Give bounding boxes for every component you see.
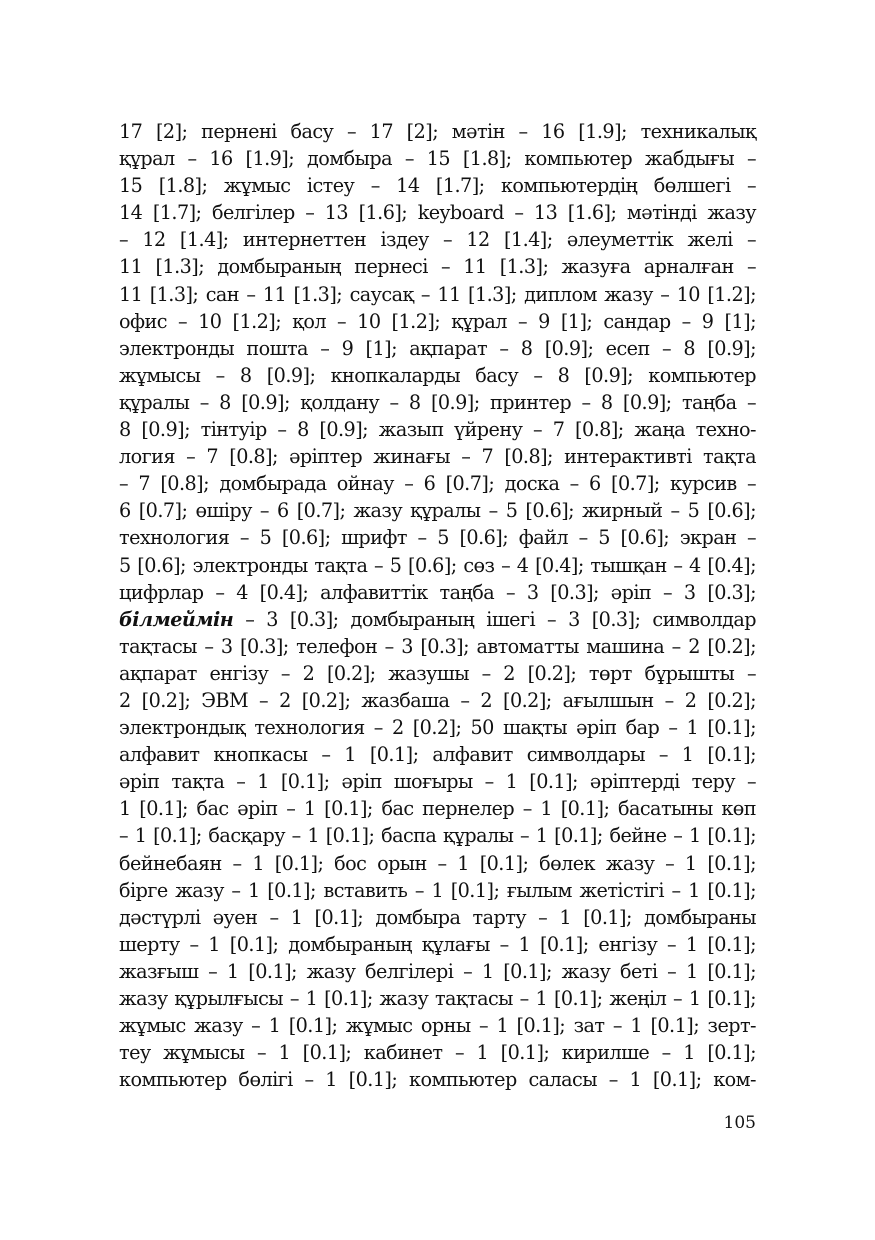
text-line: құрал – 16 [1.9]; домбыра – 15 [1.8]; компьютер жабдығы – bbox=[119, 147, 756, 171]
text-line: 1 [0.1]; бас әріп – 1 [0.1]; бас пернелер – 1 [0.1]; басатыны көп bbox=[119, 797, 756, 821]
text-line-remainder: – 3 [0.3]; домбыраның ішегі – 3 [0.3]; символдар bbox=[245, 607, 756, 631]
text-line: теу жұмысы – 1 [0.1]; кабинет – 1 [0.1]; кирилше – 1 [0.1]; bbox=[119, 1041, 756, 1065]
text-line: бірге жазу – 1 [0.1]; вставить – 1 [0.1]; ғылым жетістігі – 1 [0.1]; bbox=[119, 878, 756, 902]
text-line: – 7 [0.8]; домбырада ойнау – 6 [0.7]; доска – 6 [0.7]; курсив – bbox=[119, 472, 756, 496]
text-line: цифрлар – 4 [0.4]; алфавиттік таңба – 3 [0.3]; әріп – 3 [0.3]; bbox=[119, 580, 756, 604]
text-line: 11 [1.3]; сан – 11 [1.3]; саусақ – 11 [1.3]; диплом жазу – 10 [1.2]; bbox=[119, 282, 756, 306]
text-line: – 12 [1.4]; интернеттен іздеу – 12 [1.4]; әлеуметтік желі – bbox=[119, 228, 756, 252]
emphasized-word: білмеймін bbox=[119, 607, 234, 631]
text-line: офис – 10 [1.2]; қол – 10 [1.2]; құрал – 9 [1]; сандар – 9 [1]; bbox=[119, 309, 756, 333]
text-line: жазғыш – 1 [0.1]; жазу белгілері – 1 [0.1]; жазу беті – 1 [0.1]; bbox=[119, 959, 756, 983]
text-line: технология – 5 [0.6]; шрифт – 5 [0.6]; файл – 5 [0.6]; экран – bbox=[119, 526, 756, 550]
text-line: ақпарат енгізу – 2 [0.2]; жазушы – 2 [0.2]; төрт бұрышты – bbox=[119, 661, 756, 685]
text-line: 17 [2]; пернені басу – 17 [2]; мәтін – 16 [1.9]; техникалық bbox=[119, 120, 756, 143]
text-line: дәстүрлі әуен – 1 [0.1]; домбыра тарту – 1 [0.1]; домбыраны bbox=[119, 905, 756, 929]
text-line: 15 [1.8]; жұмыс істеу – 14 [1.7]; компьютердің бөлшегі – bbox=[119, 174, 756, 198]
text-line: жазу құрылғысы – 1 [0.1]; жазу тақтасы – 1 [0.1]; жеңіл – 1 [0.1]; bbox=[119, 987, 756, 1010]
text-line: 14 [1.7]; белгілер – 13 [1.6]; keyboard – 13 [1.6]; мәтінді жазу bbox=[119, 201, 756, 225]
page-number: 105 bbox=[723, 1113, 756, 1133]
text-line: 11 [1.3]; домбыраның пернесі – 11 [1.3]; жазуға арналған – bbox=[119, 255, 756, 279]
text-line: электрондық технология – 2 [0.2]; 50 шақты әріп бар – 1 [0.1]; bbox=[119, 716, 756, 740]
text-line: компьютер бөлігі – 1 [0.1]; компьютер саласы – 1 [0.1]; ком- bbox=[119, 1068, 756, 1092]
text-line: алфавит кнопкасы – 1 [0.1]; алфавит символдары – 1 [0.1]; bbox=[119, 743, 756, 767]
text-line: құралы – 8 [0.9]; қолдану – 8 [0.9]; принтер – 8 [0.9]; таңба – bbox=[119, 390, 756, 414]
text-line: әріп тақта – 1 [0.1]; әріп шоғыры – 1 [0.1]; әріптерді теру – bbox=[119, 770, 756, 794]
text-line: 2 [0.2]; ЭВМ – 2 [0.2]; жазбаша – 2 [0.2]; ағылшын – 2 [0.2]; bbox=[119, 688, 756, 712]
text-line-with-emphasis bbox=[119, 606, 756, 633]
text-line: шерту – 1 [0.1]; домбыраның құлағы – 1 [0.1]; енгізу – 1 [0.1]; bbox=[119, 932, 756, 956]
text-line: электронды пошта – 9 [1]; ақпарат – 8 [0.9]; есеп – 8 [0.9]; bbox=[119, 336, 756, 360]
text-line: логия – 7 [0.8]; әріптер жинағы – 7 [0.8]; интерактивті тақта bbox=[119, 445, 756, 469]
text-line: 6 [0.7]; өшіру – 6 [0.7]; жазу құралы – 5 [0.6]; жирный – 5 [0.6]; bbox=[119, 499, 756, 523]
body-paragraph bbox=[119, 118, 756, 1093]
text-line: жұмысы – 8 [0.9]; кнопкаларды басу – 8 [0.9]; компьютер bbox=[119, 363, 756, 387]
text-line: тақтасы – 3 [0.3]; телефон – 3 [0.3]; автоматты машина – 2 [0.2]; bbox=[119, 634, 756, 658]
text-line: жұмыс жазу – 1 [0.1]; жұмыс орны – 1 [0.1]; зат – 1 [0.1]; зерт- bbox=[119, 1014, 756, 1038]
text-line: – 1 [0.1]; басқару – 1 [0.1]; баспа құралы – 1 [0.1]; бейне – 1 [0.1]; bbox=[119, 824, 756, 848]
text-line: бейнебаян – 1 [0.1]; бос орын – 1 [0.1]; бөлек жазу – 1 [0.1]; bbox=[119, 851, 756, 875]
text-line: 5 [0.6]; электронды тақта – 5 [0.6]; сөз – 4 [0.4]; тышқан – 4 [0.4]; bbox=[119, 553, 756, 577]
text-line: 8 [0.9]; тінтуір – 8 [0.9]; жазып үйрену – 7 [0.8]; жаңа техно- bbox=[119, 418, 756, 442]
